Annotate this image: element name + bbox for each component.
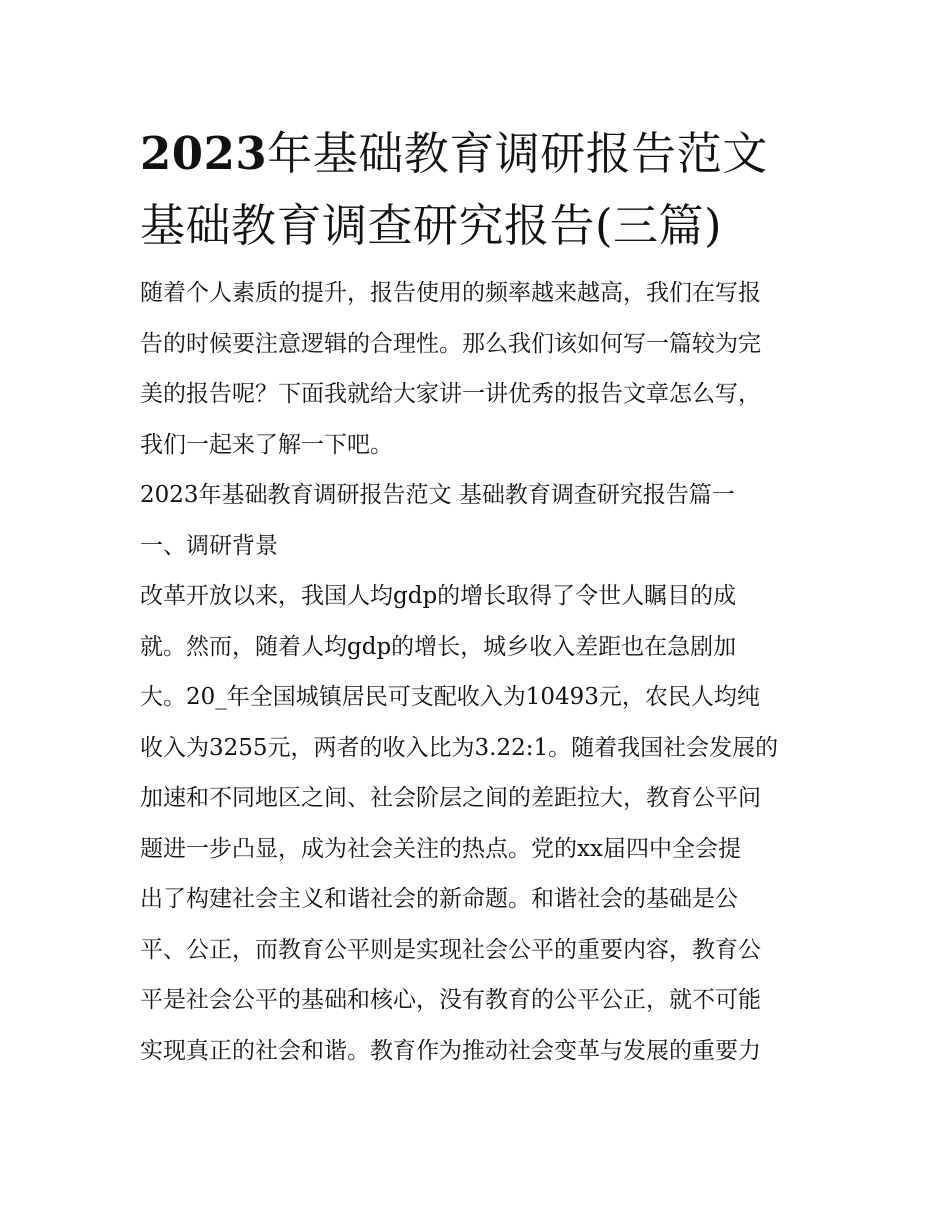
body-line: 出了构建社会主义和谐社会的新命题。和谐社会的基础是公 xyxy=(140,886,738,912)
intro-line: 我们一起来了解一下吧。 xyxy=(140,431,393,458)
body-line: 平是社会公平的基础和核心，没有教育的公平公正，就不可能 xyxy=(140,987,761,1013)
section-heading: 2023年基础教育调研报告范文 基础教育调查研究报告篇一 xyxy=(140,482,735,508)
body-line: 题进一步凸显，成为社会关注的热点。党的xx届四中全会提 xyxy=(140,835,741,862)
intro-line: 随着个人素质的提升，报告使用的频率越来越高，我们在写报 xyxy=(140,280,761,306)
document-title xyxy=(140,118,820,262)
body-line: 实现真正的社会和谐。教育作为推动社会变革与发展的重要力 xyxy=(140,1037,761,1064)
intro-line: 告的时候要注意逻辑的合理性。那么我们该如何写一篇较为完 xyxy=(140,330,761,357)
body-line: 收入为3255元，两者的收入比为3.22:1。随着我国社会发展的 xyxy=(140,734,779,761)
body-line: 就。然而，随着人均gdp的增长，城乡收入差距也在急剧加 xyxy=(140,633,737,660)
body-line: 平、公正，而教育公平则是实现社会公平的重要内容，教育公 xyxy=(140,936,761,963)
body-line: 改革开放以来，我国人均gdp的增长取得了令世人瞩目的成 xyxy=(140,583,737,609)
title-line-1 xyxy=(140,118,820,190)
body-paragraph xyxy=(140,571,820,1076)
body-line: 加速和不同地区之间、社会阶层之间的差距拉大，教育公平问 xyxy=(140,785,761,811)
document-content xyxy=(140,118,820,1076)
intro-line: 美的报告呢？下面我就给大家讲一讲优秀的报告文章怎么写， xyxy=(140,381,761,407)
subheading: 一、调研背景 xyxy=(140,532,278,559)
intro-paragraph xyxy=(140,268,820,470)
body-line: 大。20_年全国城镇居民可支配收入为10493元，农民人均纯 xyxy=(140,684,760,710)
title-line-2: 基础教育调查研究报告(三篇) xyxy=(140,199,723,252)
title-year: 2023 xyxy=(140,127,268,180)
title-line-1-text: 年基础教育调研报告范文 xyxy=(267,127,768,180)
